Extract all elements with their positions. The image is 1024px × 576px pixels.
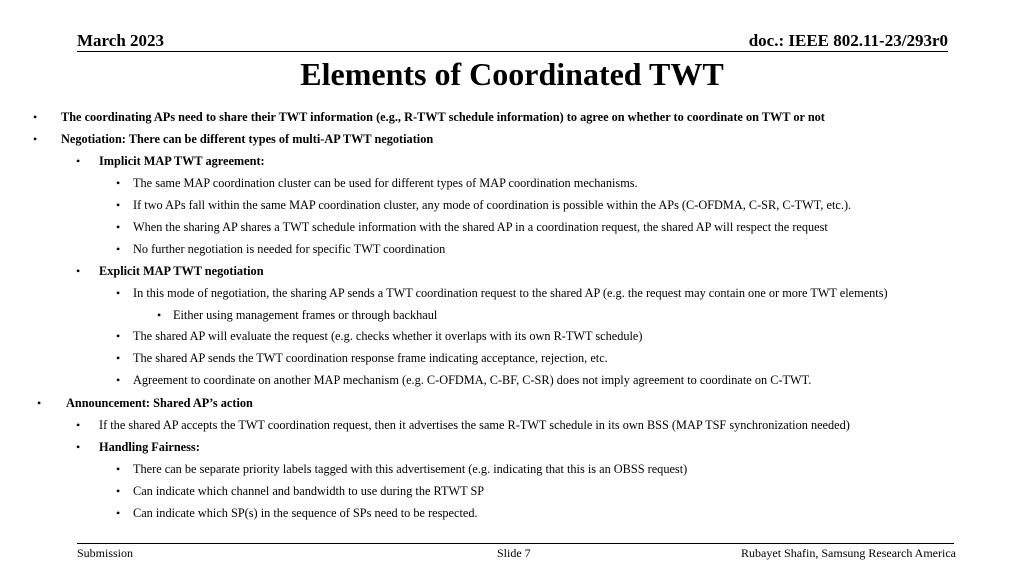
bullet-mark: • <box>116 351 121 365</box>
bullet-mark: • <box>76 440 81 454</box>
bullet-row <box>0 217 1024 237</box>
bullet-mark: • <box>116 220 121 234</box>
bullet-row <box>0 393 1024 413</box>
bullet-row <box>0 239 1024 259</box>
bullet-row <box>0 326 1024 346</box>
bullet-row <box>0 459 1024 479</box>
bullet-text: There can be separate priority labels tagged with this advertisement (e.g. indicating that this is an OBSS request) <box>133 462 688 476</box>
bullet-mark: • <box>116 484 121 498</box>
bullet-row <box>0 173 1024 193</box>
bullet-mark: • <box>116 242 121 256</box>
bullet-mark: • <box>116 329 121 343</box>
bullet-text: Handling Fairness: <box>99 440 200 454</box>
bullet-row <box>0 370 1024 390</box>
bullet-mark: • <box>116 198 121 212</box>
bullet-mark: • <box>116 506 121 520</box>
bullet-row <box>0 348 1024 368</box>
bullet-row <box>0 107 1024 127</box>
bullet-mark: • <box>116 373 121 387</box>
bullet-text: Can indicate which channel and bandwidth to use during the RTWT SP <box>133 484 485 498</box>
footer-divider <box>77 543 954 544</box>
bullet-row <box>0 437 1024 457</box>
bullet-text: Can indicate which SP(s) in the sequence of SPs need to be respected. <box>133 506 478 520</box>
bullet-mark: • <box>37 396 42 410</box>
bullet-mark: • <box>116 176 121 190</box>
footer-slide-number: Slide 7 <box>497 546 531 560</box>
bullet-text: If the shared AP accepts the TWT coordination request, then it advertises the same R-TWT schedule in its own BSS (MAP TSF synchronization needed) <box>99 418 850 432</box>
bullet-text: Announcement: Shared AP’s action <box>66 396 253 410</box>
bullet-text: If two APs fall within the same MAP coordination cluster, any mode of coordination is possible within the APs (C-OFDMA, C-SR, C-TWT, etc.). <box>133 198 852 212</box>
bullet-text: Explicit MAP TWT negotiation <box>99 264 264 278</box>
header-doc-number: doc.: IEEE 802.11-23/293r0 <box>748 31 948 50</box>
bullet-text: The same MAP coordination cluster can be used for different types of MAP coordination mechanisms. <box>133 176 638 190</box>
bullet-mark: • <box>76 154 81 168</box>
bullet-text: Either using management frames or through backhaul <box>173 308 438 322</box>
bullet-text: The shared AP will evaluate the request (e.g. checks whether it overlaps with its own R-TWT schedule) <box>133 329 643 343</box>
bullet-text: No further negotiation is needed for specific TWT coordination <box>133 242 446 256</box>
bullet-row <box>0 261 1024 281</box>
bullet-text: The coordinating APs need to share their TWT information (e.g., R-TWT schedule information) to agree on whether to coordinate on TWT or not <box>61 110 825 124</box>
bullet-text: The shared AP sends the TWT coordination response frame indicating acceptance, rejection, etc. <box>133 351 608 365</box>
bullet-mark: • <box>116 462 121 476</box>
bullet-row <box>0 305 1024 325</box>
bullet-text: When the sharing AP shares a TWT schedule information with the shared AP in a coordination request, the shared AP will respect the request <box>133 220 828 234</box>
slide-title: Elements of Coordinated TWT <box>300 56 724 92</box>
bullet-row <box>0 195 1024 215</box>
bullet-mark: • <box>116 286 121 300</box>
footer-submission: Submission <box>77 546 134 560</box>
bullet-text: Negotiation: There can be different types of multi-AP TWT negotiation <box>61 132 434 146</box>
bullet-row <box>0 283 1024 303</box>
header-divider <box>77 51 948 52</box>
footer-author: Rubayet Shafin, Samsung Research America <box>741 546 956 560</box>
bullet-mark: • <box>76 264 81 278</box>
bullet-mark: • <box>157 308 162 322</box>
bullet-text: Agreement to coordinate on another MAP mechanism (e.g. C-OFDMA, C-BF, C-SR) does not imply agreement to coordinate on C-TWT. <box>133 373 812 387</box>
bullet-row <box>0 129 1024 149</box>
bullet-mark: • <box>76 418 81 432</box>
bullet-row <box>0 481 1024 501</box>
bullet-row <box>0 151 1024 171</box>
bullet-mark: • <box>33 132 38 146</box>
bullet-row <box>0 503 1024 523</box>
bullet-text: In this mode of negotiation, the sharing AP sends a TWT coordination request to the shared AP (e.g. the request may contain one or more TWT elements) <box>133 286 888 300</box>
bullet-text: Implicit MAP TWT agreement: <box>99 154 265 168</box>
bullet-mark: • <box>33 110 38 124</box>
header-date: March 2023 <box>77 31 165 50</box>
bullet-row <box>0 415 1024 435</box>
